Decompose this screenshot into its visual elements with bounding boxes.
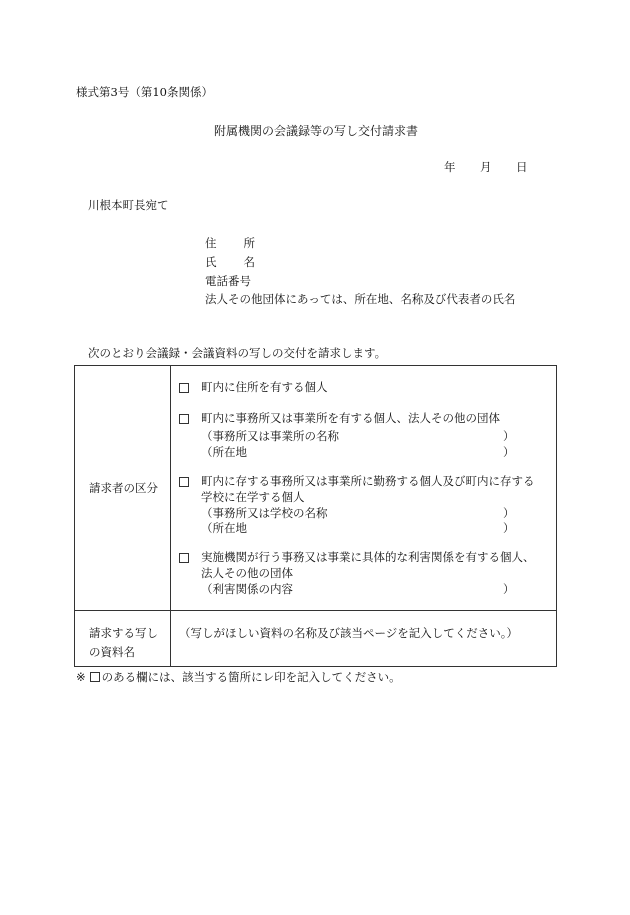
materials-label-line2: の資料名 [89,645,135,659]
checkbox-symbol-icon [90,672,100,682]
name-label-1: 氏 [205,255,217,269]
addressee: 川根本町長宛て [88,198,169,212]
date-month-label[interactable]: 月 [480,160,492,174]
option-3-office-name-close: ） [503,506,515,520]
option-4-text-line2: 法人その他の団体 [201,566,293,580]
option-2-location-field[interactable]: （所在地 [201,445,247,459]
name-label-2: 名 [243,255,255,269]
materials-label-line1: 請求する写し [89,626,158,640]
table-row-divider [75,610,556,611]
option-1-checkbox[interactable] [179,383,189,393]
phone-label: 電話番号 [205,274,251,288]
option-2-text: 町内に事務所又は事業所を有する個人、法人その他の団体 [201,411,500,425]
option-2-location-close: ） [503,445,515,459]
footer-note-text: のある欄には、該当する箇所にレ印を記入してください。 [101,670,401,684]
option-3-office-name-field[interactable]: （事務所又は学校の名称 [201,506,328,520]
option-3-location-field[interactable]: （所在地 [201,521,247,535]
address-label-1: 住 [205,236,217,250]
option-4-text-line1: 実施機関が行う事務又は事業に具体的な利害関係を有する個人、 [201,550,535,564]
form-number: 様式第3号（第10条関係） [76,85,213,99]
date-year-label[interactable]: 年 [444,160,456,174]
address-label-2: 所 [243,236,255,250]
option-3-checkbox[interactable] [179,477,189,487]
footer-note [76,672,401,684]
corporate-note: 法人その他団体にあっては、所在地、名称及び代表者の氏名 [205,292,516,306]
option-2-checkbox[interactable] [179,414,189,424]
option-4-interest-close: ） [503,582,515,596]
date-day-label[interactable]: 日 [516,160,528,174]
option-3-location-close: ） [503,521,515,535]
applicant-address-field[interactable] [205,238,255,250]
applicant-name-field[interactable] [205,257,255,269]
note-mark: ※ [76,670,86,684]
requester-category-label: 請求者の区分 [89,481,158,495]
applicant-phone-field[interactable] [205,276,251,288]
option-2-office-name-close: ） [503,429,515,443]
materials-input-area[interactable]: （写しがほしい資料の名称及び該当ページを記入してください。） [179,626,519,640]
option-4-checkbox[interactable] [179,553,189,563]
option-2-office-name-field[interactable]: （事務所又は事業所の名称 [201,429,339,443]
request-table [74,365,557,667]
document-title: 附属機関の会議録等の写し交付請求書 [214,124,419,138]
request-statement: 次のとおり会議録・会議資料の写しの交付を請求します。 [88,346,387,360]
option-3-text-line2: 学校に在学する個人 [201,490,305,504]
table-column-divider [170,366,171,666]
option-4-interest-field[interactable]: （利害関係の内容 [201,582,293,596]
option-1-text: 町内に住所を有する個人 [201,380,328,394]
option-3-text-line1: 町内に存する事務所又は事業所に勤務する個人及び町内に存する [201,474,535,488]
